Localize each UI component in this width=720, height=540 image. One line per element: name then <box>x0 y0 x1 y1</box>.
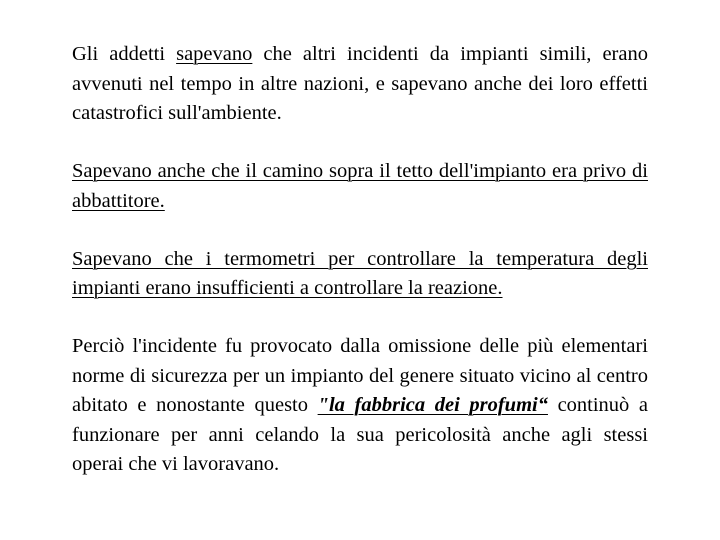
paragraph-1 <box>72 40 648 129</box>
paragraph-4-rest: continuò a funzionare per anni celando la sua pericolosità anche agli stessi operai che vi lavoravano. <box>72 394 648 475</box>
paragraph-4-intro: Perciò l'incidente fu provocato dalla omissione delle più elementari norme di sicurezza per un impianto del genere situato vicino al centro abitato e nonostante questo <box>72 335 648 416</box>
paragraph-2-text: Sapevano anche che il camino sopra il tetto dell'impianto era privo di abbattitore. <box>72 160 648 212</box>
paragraph-3 <box>72 245 648 304</box>
paragraph-3-text: Sapevano che i termometri per controllare la temperatura degli impianti erano insufficienti a controllare la reazione. <box>72 247 648 299</box>
paragraph-4 <box>72 332 648 480</box>
paragraph-1-rest: che altri incidenti da impianti simili, erano avvenuti nel tempo in altre nazioni, e sapevano anche dei loro effetti catastrofici sull'ambiente. <box>72 43 648 124</box>
paragraph-1-underlined-word: sapevano <box>176 43 253 65</box>
paragraph-2 <box>72 157 648 216</box>
paragraph-1-intro: Gli addetti <box>72 43 177 65</box>
document-page <box>72 40 648 480</box>
paragraph-4-emphasis: "la fabbrica dei profumi“ <box>317 394 548 416</box>
